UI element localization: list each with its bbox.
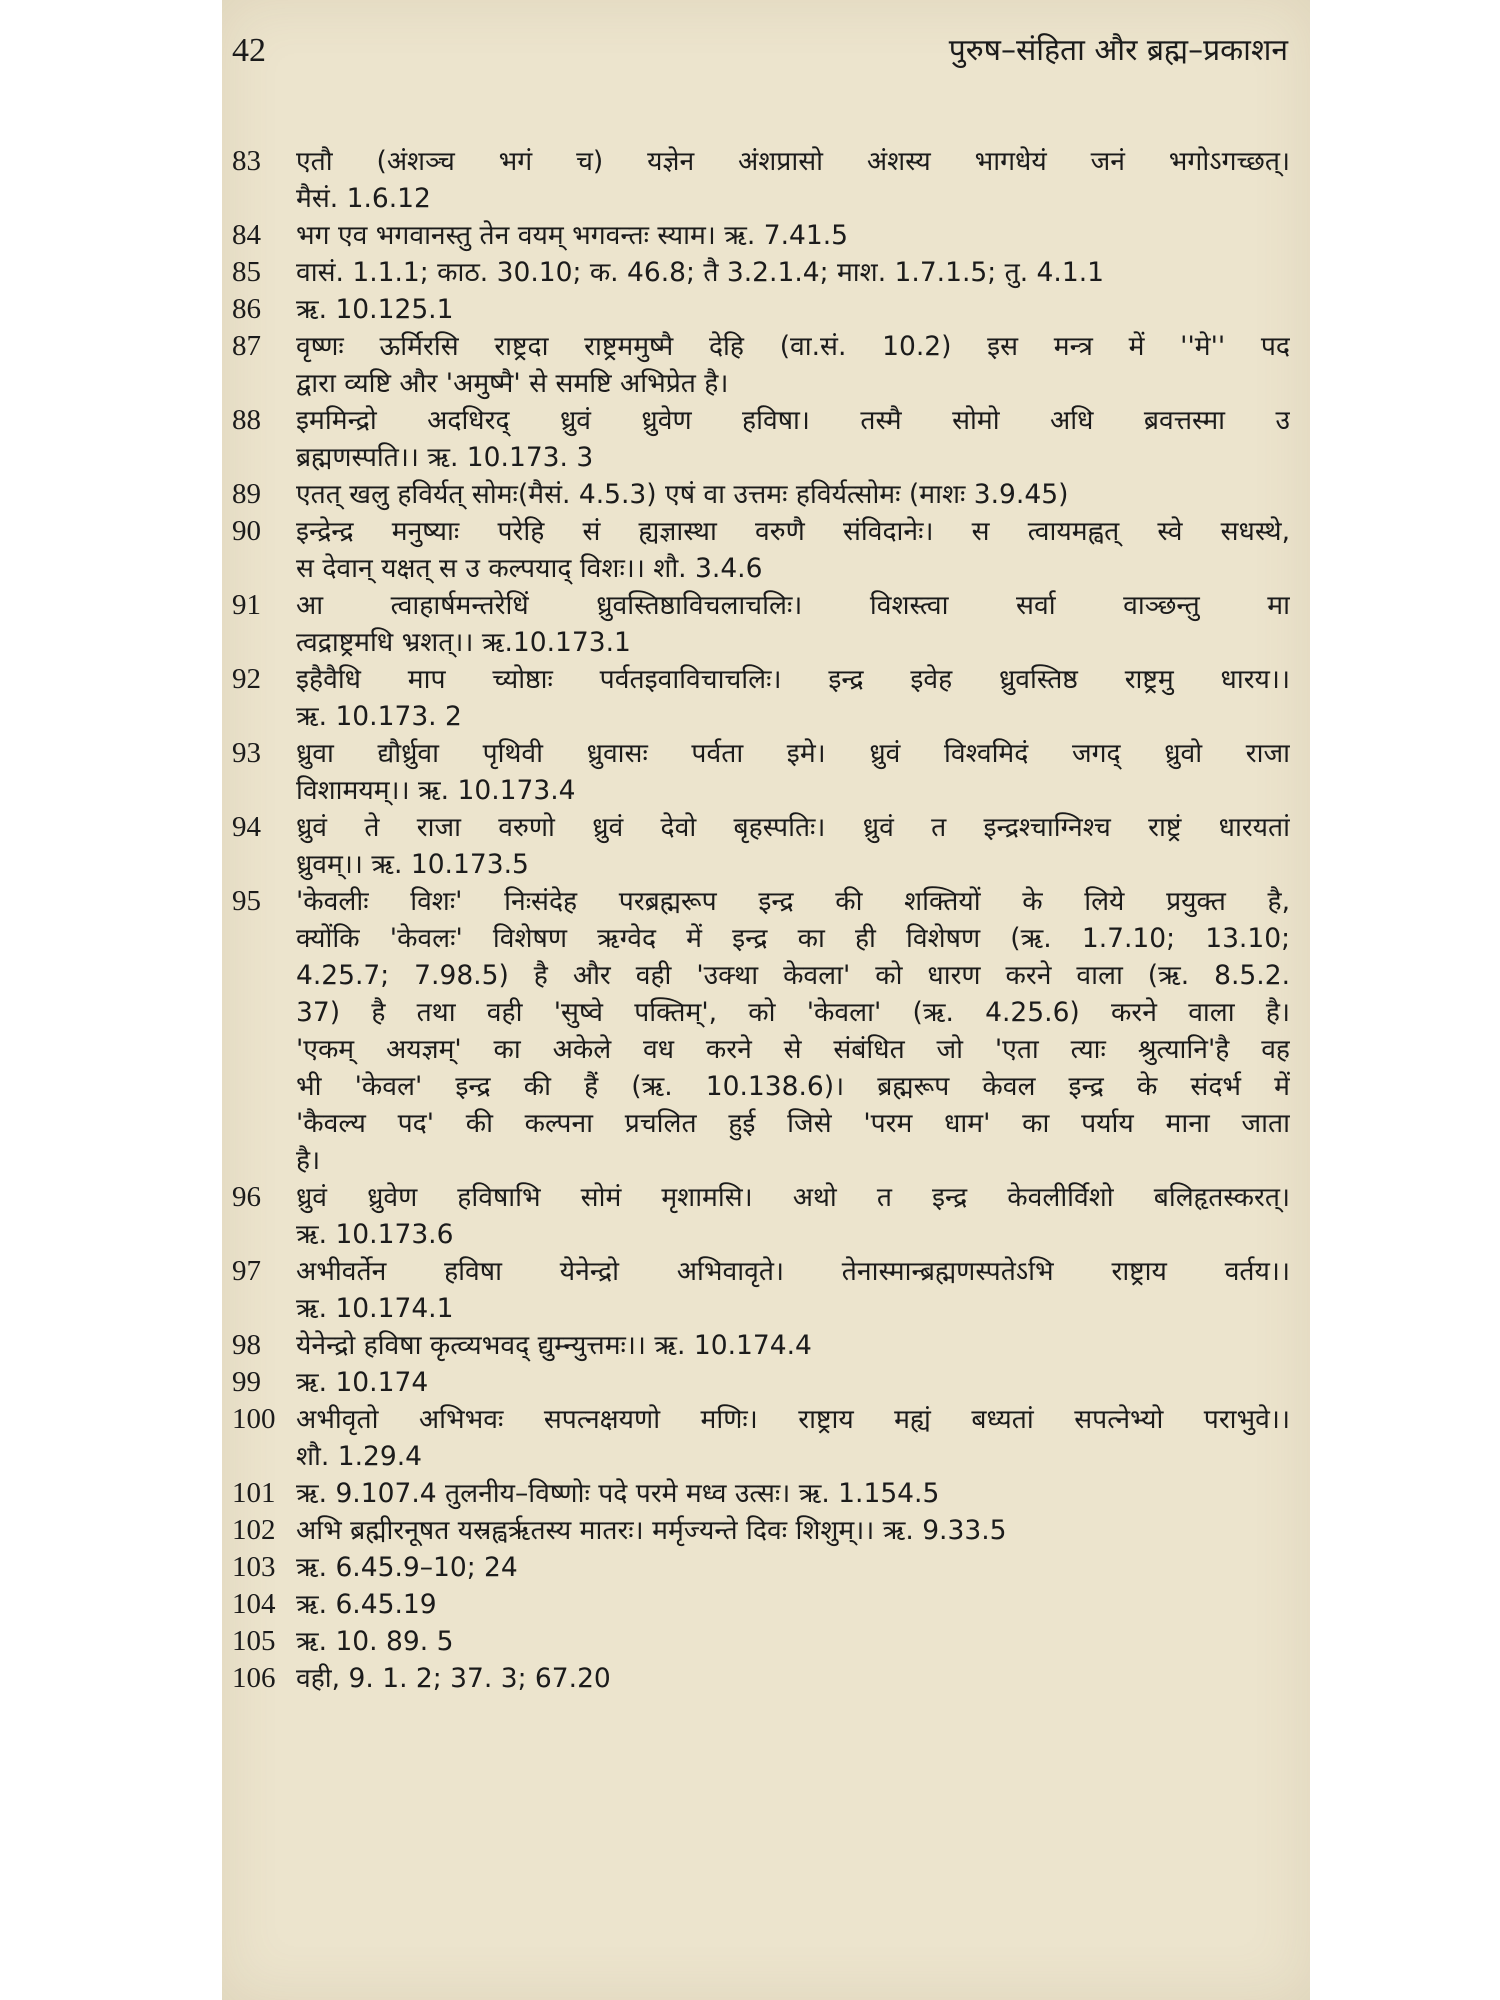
running-title: पुरुष–संहिता और ब्रह्म–प्रकाशन — [948, 33, 1288, 68]
endnote-106 — [232, 1660, 1290, 1697]
endnote-number: 98 — [232, 1329, 261, 1361]
endnote-text — [296, 217, 1290, 254]
endnote-104 — [232, 1586, 1290, 1623]
book-page — [222, 0, 1310, 2000]
endnote-line: इममिन्द्रो अदधिरद् ध्रुवं ध्रुवेण हविषा। तस्मै सोमो अधि ब्रवत्तस्मा उ — [296, 405, 1290, 436]
endnote-text — [296, 661, 1290, 735]
endnote-line: आ त्वाहार्षमन्तरेधिं ध्रुवस्तिष्ठाविचलाचलिः। विशस्त्वा सर्वा वाञ्छन्तु मा — [296, 590, 1290, 621]
endnote-94 — [232, 809, 1290, 883]
endnote-98 — [232, 1327, 1290, 1364]
endnote-95 — [232, 883, 1290, 1179]
endnote-text — [296, 291, 1290, 328]
endnote-line: द्वारा व्यष्टि और 'अमुष्मै' से समष्टि अभिप्रेत है। — [296, 368, 729, 399]
endnote-line: ऋ. 10. 89. 5 — [296, 1626, 454, 1657]
endnote-text — [296, 1586, 1290, 1623]
endnote-line: 'एकम् अयज्ञम्' का अकेले वध करने से संबंधित जो 'एता त्याः श्रुत्यानि'है वह — [296, 1034, 1290, 1065]
endnote-number: 100 — [232, 1403, 276, 1435]
endnote-number: 103 — [232, 1551, 276, 1583]
endnote-number: 84 — [232, 219, 261, 251]
endnote-line: विशामयम्।। ऋ. 10.173.4 — [296, 775, 576, 806]
endnote-line: एतत् खलु हविर्यत् सोमः(मैसं. 4.5.3) एषं वा उत्तमः हविर्यत्सोमः (माशः 3.9.45) — [296, 479, 1069, 510]
endnote-line: ऋ. 10.125.1 — [296, 294, 454, 325]
endnote-number: 86 — [232, 293, 261, 325]
endnote-text — [296, 1253, 1290, 1327]
endnote-number: 94 — [232, 811, 261, 843]
endnote-number: 106 — [232, 1662, 276, 1694]
endnote-90 — [232, 513, 1290, 587]
endnote-line: इन्द्रेन्द्र मनुष्याः परेहि सं ह्यज्ञास्था वरुणै संविदानेः। स त्वायमह्वत् स्वे सधस्थे, — [296, 516, 1290, 547]
endnote-line: 37) है तथा वही 'सुष्वे पक्तिम्', को 'केवला' (ऋ. 4.25.6) करने वाला है। — [296, 997, 1290, 1028]
endnote-text — [296, 1401, 1290, 1475]
endnote-line: ऋ. 6.45.19 — [296, 1589, 437, 1620]
endnote-85 — [232, 254, 1290, 291]
endnote-line: येनेन्द्रो हविषा कृत्व्यभवद् द्युम्न्युत्तमः।। ऋ. 10.174.4 — [296, 1330, 812, 1361]
endnote-text — [296, 883, 1290, 1179]
endnote-number: 92 — [232, 663, 261, 695]
endnote-86 — [232, 291, 1290, 328]
endnote-line: त्वद्राष्ट्रमधि भ्रशत्।। ऋ.10.173.1 — [296, 627, 631, 658]
endnote-line: इहैवैधि माप च्योष्ठाः पर्वतइवाविचाचलिः। इन्द्र इवेह ध्रुवस्तिष्ठ राष्ट्रमु धारय।। — [296, 664, 1290, 695]
endnote-number: 102 — [232, 1514, 276, 1546]
endnote-line: ऋ. 9.107.4 तुलनीय–विष्णोः पदे परमे मध्व उत्सः। ऋ. 1.154.5 — [296, 1478, 940, 1509]
endnote-99 — [232, 1364, 1290, 1401]
endnote-96 — [232, 1179, 1290, 1253]
endnote-91 — [232, 587, 1290, 661]
endnote-text — [296, 1179, 1290, 1253]
endnote-line: अभीवर्तेन हविषा येनेन्द्रो अभिवावृते। तेनास्मान्ब्रह्मणस्पतेऽभि राष्ट्राय वर्तय।। — [296, 1256, 1290, 1287]
endnote-97 — [232, 1253, 1290, 1327]
endnote-93 — [232, 735, 1290, 809]
endnote-102 — [232, 1512, 1290, 1549]
endnote-number: 99 — [232, 1366, 261, 1398]
endnote-number: 85 — [232, 256, 261, 288]
endnotes-list — [232, 143, 1290, 1697]
endnote-87 — [232, 328, 1290, 402]
endnote-line: ऋ. 10.174 — [296, 1367, 429, 1398]
endnote-line: ध्रुवं ते राजा वरुणो ध्रुवं देवो बृहस्पतिः। ध्रुवं त इन्द्रश्चाग्निश्च राष्ट्रं धारयतां — [296, 812, 1290, 843]
endnote-105 — [232, 1623, 1290, 1660]
endnote-line: अभि ब्रह्मीरनूषत यस्रह्वर्ऋतस्य मातरः। मर्मृज्यन्ते दिवः शिशुम्।। ऋ. 9.33.5 — [296, 1515, 1007, 1546]
endnote-line: मैसं. 1.6.12 — [296, 183, 431, 214]
endnote-line: अभीवृतो अभिभवः सपत्नक्षयणो मणिः। राष्ट्राय मह्यं बध्यतां सपत्नेभ्यो पराभुवे।। — [296, 1404, 1290, 1435]
endnote-number: 89 — [232, 478, 261, 510]
endnote-89 — [232, 476, 1290, 513]
endnote-line: शौ. 1.29.4 — [296, 1441, 423, 1472]
endnote-text — [296, 1364, 1290, 1401]
endnote-84 — [232, 217, 1290, 254]
endnote-number: 101 — [232, 1477, 276, 1509]
endnote-text — [296, 402, 1290, 476]
endnote-text — [296, 1623, 1290, 1660]
endnote-text — [296, 143, 1290, 217]
endnote-line: ध्रुवं ध्रुवेण हविषाभि सोमं मृशामसि। अथो त इन्द्र केवलीर्विशो बलिहृतस्करत्। — [296, 1182, 1290, 1213]
endnote-text — [296, 476, 1290, 513]
endnote-line: ऋ. 6.45.9–10; 24 — [296, 1552, 518, 1583]
endnote-text — [296, 513, 1290, 587]
endnote-number: 87 — [232, 330, 261, 362]
endnote-number: 91 — [232, 589, 261, 621]
endnote-line: एतौ (अंशञ्च भगं च) यज्ञेन अंशप्रासो अंशस्य भागधेयं जनं भगोऽगच्छत्। — [296, 146, 1290, 177]
endnote-number: 90 — [232, 515, 261, 547]
endnote-text — [296, 254, 1290, 291]
endnote-text — [296, 1512, 1290, 1549]
endnote-number: 104 — [232, 1588, 276, 1620]
endnote-line: ब्रह्मणस्पति।। ऋ. 10.173. 3 — [296, 442, 594, 473]
endnote-line: ऋ. 10.174.1 — [296, 1293, 454, 1324]
endnote-text — [296, 587, 1290, 661]
endnote-number: 83 — [232, 145, 261, 177]
endnote-line: भी 'केवल' इन्द्र की हैं (ऋ. 10.138.6)। ब्रह्मरूप केवल इन्द्र के संदर्भ में — [296, 1071, 1290, 1102]
endnote-text — [296, 1475, 1290, 1512]
endnote-line: भग एव भगवानस्तु तेन वयम् भगवन्तः स्याम। ऋ. 7.41.5 — [296, 220, 849, 251]
endnote-text — [296, 1327, 1290, 1364]
endnote-text — [296, 1549, 1290, 1586]
endnote-line: वृष्णः ऊर्मिरसि राष्ट्रदा राष्ट्रममुष्मै देहि (वा.सं. 10.2) इस मन्त्र में ''मे'' पद — [296, 331, 1290, 362]
endnote-103 — [232, 1549, 1290, 1586]
page-header — [222, 22, 1310, 82]
endnote-line: ध्रुवा द्यौर्ध्रुवा पृथिवी ध्रुवासः पर्वता इमे। ध्रुवं विश्वमिदं जगद् ध्रुवो राजा — [296, 738, 1290, 769]
endnote-100 — [232, 1401, 1290, 1475]
endnote-line: है। — [296, 1145, 321, 1176]
endnote-line: 4.25.7; 7.98.5) है और वही 'उक्था केवला' को धारण करने वाला (ऋ. 8.5.2. — [296, 960, 1290, 991]
endnote-line: वासं. 1.1.1; काठ. 30.10; क. 46.8; तै 3.2.1.4; माश. 1.7.1.5; तु. 4.1.1 — [296, 257, 1104, 288]
endnote-number: 95 — [232, 885, 261, 917]
endnote-line: स देवान् यक्षत् स उ कल्पयाद् विशः।। शौ. 3.4.6 — [296, 553, 763, 584]
endnote-number: 97 — [232, 1255, 261, 1287]
endnote-text — [296, 1660, 1290, 1697]
endnote-101 — [232, 1475, 1290, 1512]
page-number: 42 — [232, 32, 266, 69]
endnote-line: 'कैवल्य पद' की कल्पना प्रचलित हुई जिसे 'परम धाम' का पर्याय माना जाता — [296, 1108, 1290, 1139]
endnote-number: 93 — [232, 737, 261, 769]
endnote-92 — [232, 661, 1290, 735]
endnote-text — [296, 809, 1290, 883]
endnote-number: 105 — [232, 1625, 276, 1657]
endnote-number: 96 — [232, 1181, 261, 1213]
endnote-83 — [232, 143, 1290, 217]
endnote-line: क्योंकि 'केवलः' विशेषण ऋग्वेद में इन्द्र का ही विशेषण (ऋ. 1.7.10; 13.10; — [296, 923, 1290, 954]
endnote-line: ऋ. 10.173.6 — [296, 1219, 454, 1250]
endnote-line: ऋ. 10.173. 2 — [296, 701, 462, 732]
endnote-text — [296, 735, 1290, 809]
endnote-line: 'केवलीः विशः' निःसंदेह परब्रह्मरूप इन्द्र की शक्तियों के लिये प्रयुक्त है, — [296, 886, 1290, 917]
endnote-line: ध्रुवम्।। ऋ. 10.173.5 — [296, 849, 529, 880]
endnote-text — [296, 328, 1290, 402]
endnote-88 — [232, 402, 1290, 476]
endnote-number: 88 — [232, 404, 261, 436]
endnote-line: वही, 9. 1. 2; 37. 3; 67.20 — [296, 1663, 611, 1694]
